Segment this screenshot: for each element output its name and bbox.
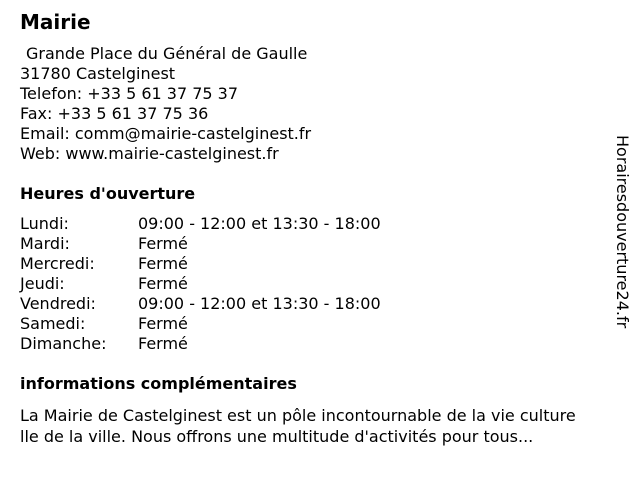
web-line: Web: www.mairie-castelginest.fr xyxy=(20,144,279,163)
info-text-line: La Mairie de Castelginest est un pôle incontournable de la vie culture xyxy=(20,406,576,425)
hours-value: Fermé xyxy=(138,274,188,293)
info-description xyxy=(20,405,622,447)
contact-block xyxy=(20,44,311,164)
day-label: Jeudi: xyxy=(20,274,65,293)
day-label: Vendredi: xyxy=(20,294,96,313)
day-label: Lundi: xyxy=(20,214,69,233)
page-title: Mairie xyxy=(20,10,91,34)
day-label: Mercredi: xyxy=(20,254,95,273)
email-line: Email: comm@mairie-castelginest.fr xyxy=(20,124,312,143)
hours-heading: Heures d'ouverture xyxy=(20,184,196,203)
address-line: Grande Place du Général de Gaulle xyxy=(26,44,308,63)
hours-value: Fermé xyxy=(138,234,188,253)
day-label: Dimanche: xyxy=(20,334,107,353)
hours-value: Fermé xyxy=(138,314,188,333)
site-watermark: Horairesdouverture24.fr xyxy=(613,135,632,329)
info-heading: informations complémentaires xyxy=(20,374,297,393)
hours-value: Fermé xyxy=(138,254,188,273)
hours-value: 09:00 - 12:00 et 13:30 - 18:00 xyxy=(138,294,381,313)
day-label: Mardi: xyxy=(20,234,70,253)
phone-line: Telefon: +33 5 61 37 75 37 xyxy=(20,84,239,103)
city-line: 31780 Castelginest xyxy=(20,64,176,83)
hours-value: 09:00 - 12:00 et 13:30 - 18:00 xyxy=(138,214,381,233)
fax-line: Fax: +33 5 61 37 75 36 xyxy=(20,104,209,123)
hours-value: Fermé xyxy=(138,334,188,353)
day-label: Samedi: xyxy=(20,314,86,333)
info-text-line: lle de la ville. Nous offrons une multitude d'activités pour tous... xyxy=(20,427,534,446)
